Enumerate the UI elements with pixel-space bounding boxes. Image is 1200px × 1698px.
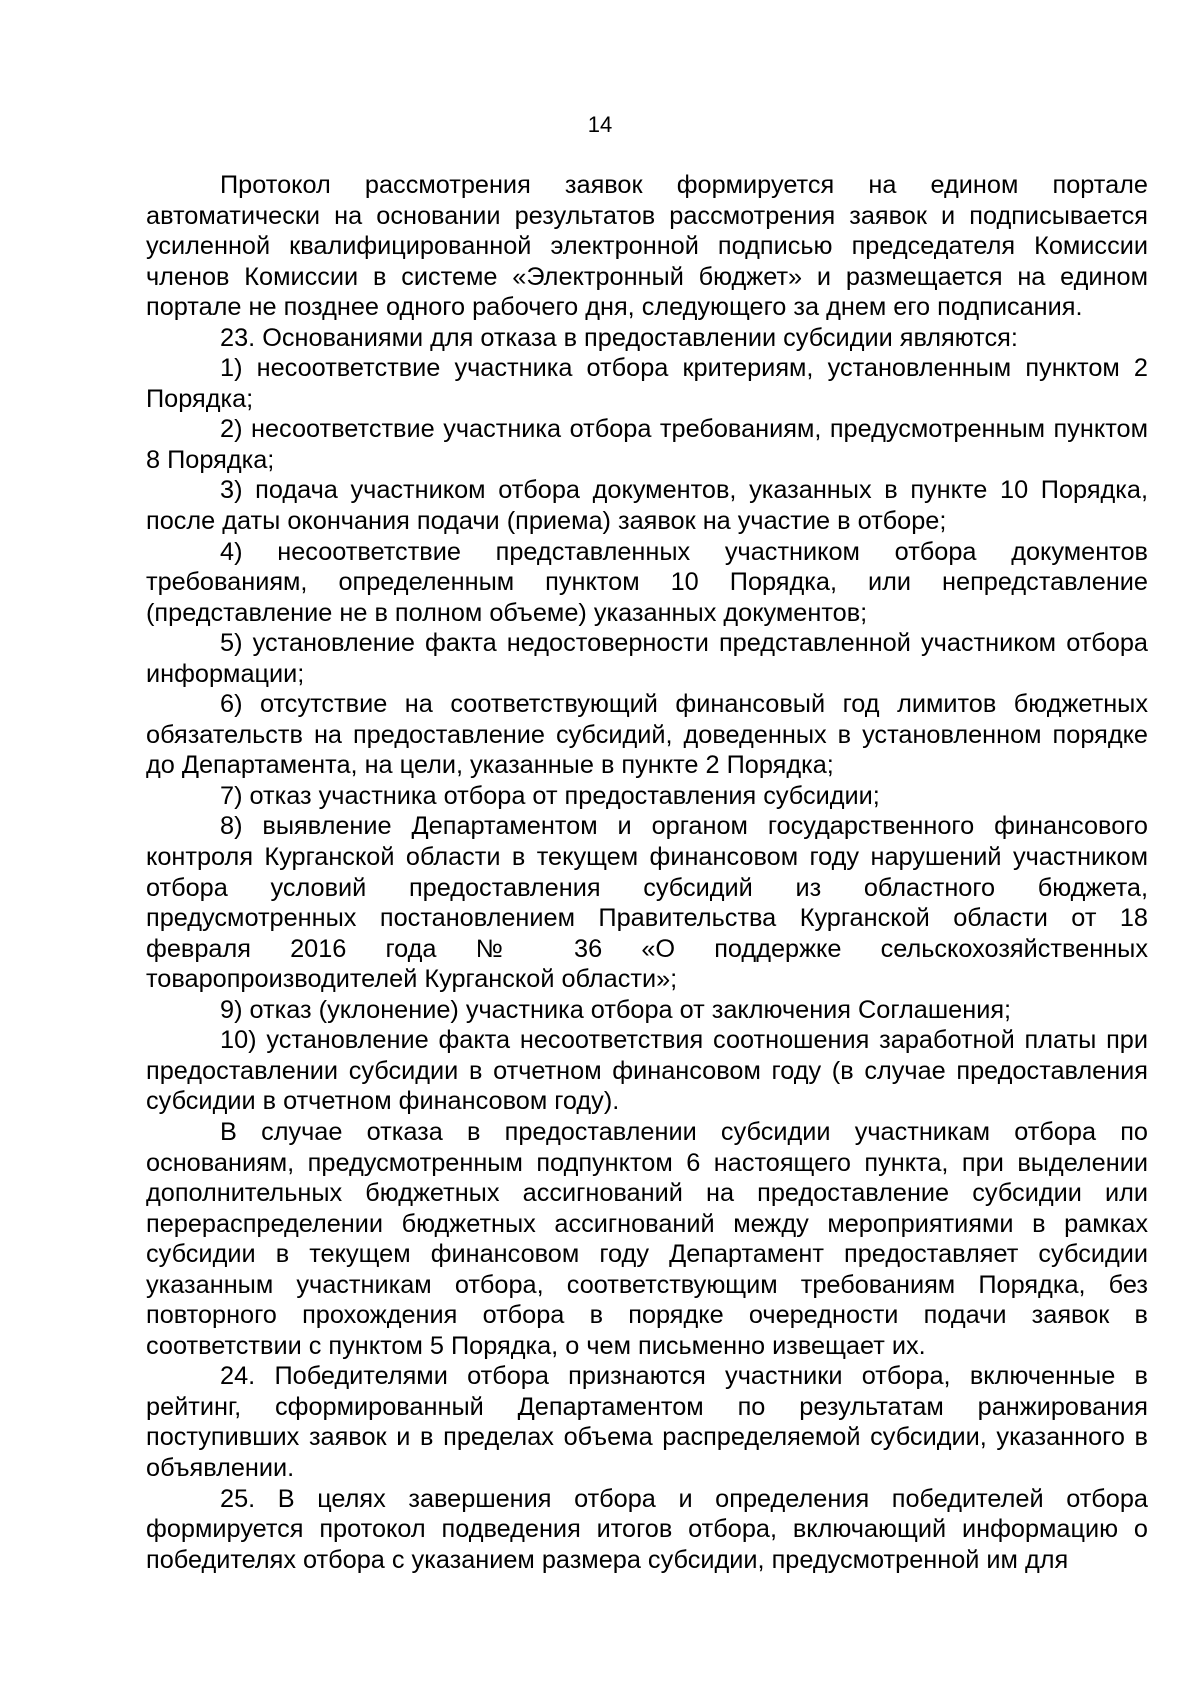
list-item-1: 1) несоответствие участника отбора критериям, установленным пунктом 2 Порядка; xyxy=(146,354,1148,413)
paragraph-refusal-case: В случае отказа в предоставлении субсидии участникам отбора по основаниям, предусмотренным подпунктом 6 настоящего пункта, при выделении дополнительных бюджетных ассигнований на предоставление субсидии или перераспределении бюджетных ассигнований между мероприятиями в рамках субсидии в текущем финансовом году Департамент предоставляет субсидии указанным участникам отбора, соответствующим требованиям Порядка, без повторного прохождения отбора в порядке очередности подачи заявок в соответствии с пунктом 5 Порядка, о чем письменно извещает их. xyxy=(146,1117,1148,1360)
list-item-5: 5) установление факта недостоверности представленной участником отбора информации; xyxy=(146,629,1148,688)
list-item-3: 3) подача участником отбора документов, указанных в пункте 10 Порядка, после даты окончания подачи (приема) заявок на участие в отборе; xyxy=(146,476,1148,536)
paragraph-protocol-formation: Протокол рассмотрения заявок формируется на едином портале автоматически на основании результатов рассмотрения заявок и подписывается усиленной квалифицированной электронной подписью председателя Комиссии членов Комиссии в системе «Электронный бюджет» и размещается на едином портале не позднее одного рабочего дня, следующего за днем его подписания. xyxy=(146,171,1148,322)
document-body xyxy=(146,170,1148,1575)
page-number: 14 xyxy=(587,112,613,137)
paragraph-23-refusal-grounds: 23. Основаниями для отказа в предоставлении субсидии являются: xyxy=(220,323,1018,352)
list-item-6: 6) отсутствие на соответствующий финансовый год лимитов бюджетных обязательств на предоставление субсидий, доведенных в установленном порядке до Департамента, на цели, указанные в пункте 2 Порядка; xyxy=(146,690,1148,780)
list-item-2: 2) несоответствие участника отбора требованиям, предусмотренным пунктом 8 Порядка; xyxy=(146,415,1148,474)
list-item-8: 8) выявление Департаментом и органом государственного финансового контроля Курганской области в текущем финансовом году нарушений участником отбора условий предоставления субсидий из областного бюджета, предусмотренных постановлением Правительства Курганской области от 18 февраля 2016 года № 36 «О поддержке сельскохозяйственных товаропроизводителей Курганской области»; xyxy=(146,812,1148,994)
list-item-4: 4) несоответствие представленных участником отбора документов требованиям, определенным пунктом 10 Порядка, или непредставление (представление не в полном объеме) указанных документов; xyxy=(146,537,1148,627)
paragraph-25-results-protocol: 25. В целях завершения отбора и определения победителей отбора формируется протокол подведения итогов отбора, включающий информацию о победителях отбора с указанием размера субсидии, предусмотренной им для xyxy=(146,1484,1148,1574)
list-item-9: 9) отказ (уклонение) участника отбора от заключения Соглашения; xyxy=(220,995,1012,1024)
list-item-10: 10) установление факта несоответствия соотношения заработной платы при предоставлении субсидии в отчетном финансовом году (в случае предоставления субсидии в отчетном финансовом году). xyxy=(146,1026,1148,1116)
list-item-7: 7) отказ участника отбора от предоставления субсидии; xyxy=(220,781,880,810)
paragraph-24-winners: 24. Победителями отбора признаются участники отбора, включенные в рейтинг, сформированный Департаментом по результатам ранжирования поступивших заявок и в пределах объема распределяемой субсидии, указанного в объявлении. xyxy=(146,1362,1148,1482)
